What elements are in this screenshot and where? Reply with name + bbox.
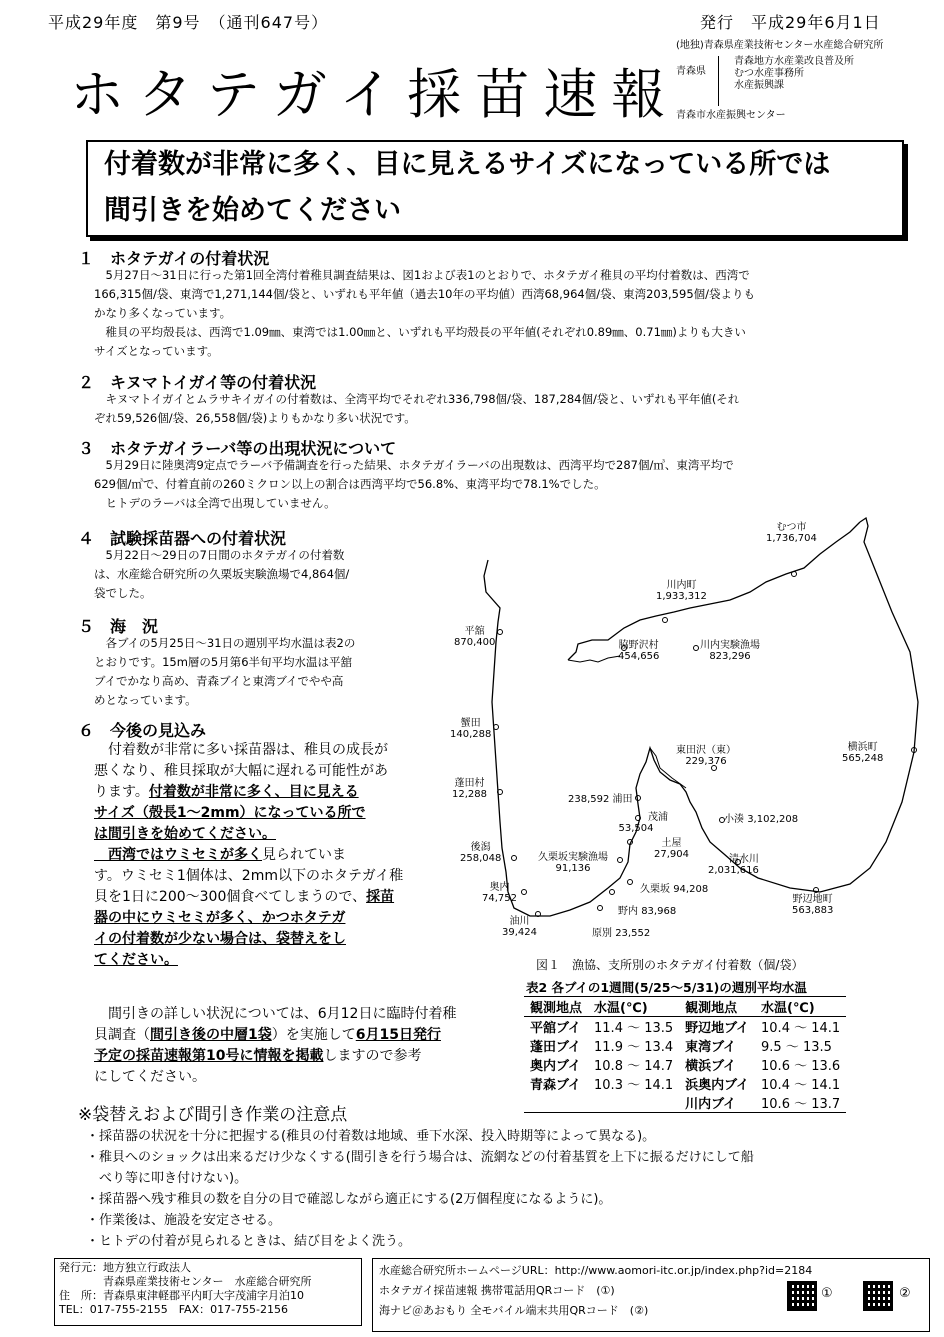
note-item: ・稚貝へのショックは出来るだけ少なくする(間引きを行う場合は、流網などの付着基質を上下に振るだけにして船 — [86, 1150, 754, 1165]
section-1-body — [94, 266, 924, 361]
emphasis: 採苗 — [366, 889, 395, 905]
footer-links-box — [372, 1258, 930, 1332]
qr-caption-1: ホタテガイ採苗速報 携帯電話用QRコード (①) — [379, 1284, 615, 1297]
label-value: 238,592 — [568, 794, 610, 805]
emphasis: 6月15日発行 — [355, 1027, 441, 1043]
label-name: 川内町 — [666, 580, 697, 591]
map-label-kurisaka — [640, 884, 708, 895]
label-value: 563,883 — [792, 905, 834, 916]
label-value: 454,656 — [618, 651, 660, 662]
map-label-yokohama — [842, 742, 883, 764]
table-row — [524, 1017, 846, 1037]
figure-caption: 図１ 漁協、支所別のホタテガイ付着数（個/袋） — [536, 958, 804, 972]
map-label-okunai — [482, 882, 517, 904]
text-line: 166,315個/袋、東湾で1,271,144個/袋と、いずれも平年値（過去10年の平均値）西湾68,964個/袋、東湾203,595個/袋よりも — [94, 287, 756, 301]
text: しますので参考 — [323, 1048, 422, 1064]
label-name: 小湊 — [724, 814, 744, 825]
homepage-url[interactable]: 水産総合研究所ホームページURL：http://www.aomori-itc.or.jp/index.php?id=2184 — [379, 1264, 813, 1277]
text-line: 5月29日に陸奥湾9定点でラーバ予備調査を行った結果、ホタテガイラーバの出現数は、西湾平均で287個/㎥、東湾平均で — [94, 458, 734, 472]
section-4-heading: ４ 試験採苗器への付着状況 — [78, 529, 287, 548]
label-value: 23,552 — [615, 928, 651, 939]
map-label-higashitazawa — [676, 745, 736, 767]
cell — [524, 1093, 588, 1112]
cell: 横浜ブイ — [685, 1059, 737, 1074]
station-marker — [663, 618, 668, 623]
map-label-shimizugawa — [708, 854, 759, 876]
map-label-kawauchi — [656, 580, 707, 602]
text-line: 間引きの詳しい状況については、6月12日に臨時付着稚 — [94, 1006, 457, 1022]
note-item: ・ヒトデの付着が見られるときは、結び目をよく洗う。 — [86, 1234, 412, 1249]
footer-line: TEL：017-755-2155 FAX：017-755-2156 — [59, 1303, 289, 1316]
headline-box — [86, 140, 904, 237]
label-value: 140,288 — [450, 729, 492, 740]
label-value: 27,904 — [654, 849, 689, 860]
label-name: 野辺地町 — [792, 894, 833, 905]
text-line: 付着数が非常に多い採苗器は、稚貝の成長が — [94, 742, 388, 758]
label-value: 1,933,312 — [656, 591, 707, 602]
cell: 野辺地ブイ — [685, 1021, 750, 1036]
issue-number: 平成29年度 第9号 （通刊647号） — [48, 13, 329, 32]
station-marker — [628, 880, 633, 885]
label-name: 横浜町 — [847, 742, 878, 753]
text-line — [94, 1025, 524, 1046]
text-line: 袋でした。 — [94, 586, 152, 600]
footer-line: 住 所：青森県東津軽郡平内町大字茂浦字月泊10 — [59, 1289, 304, 1302]
section-5-heading: ５ 海 況 — [78, 617, 159, 636]
text-line: 5月22日～29日の7日間のホタテガイの付着数 — [94, 548, 345, 562]
text-line: 悪くなり、稚貝採取が大幅に遅れる可能性があ — [94, 763, 388, 779]
cell: 10.6 ～ 13.7 — [761, 1097, 841, 1112]
label-value: 94,208 — [673, 884, 709, 895]
note-item: ・採苗器の状況を十分に把握する(稚貝の付着数は地域、垂下水深、投入時期等によって異なる)。 — [86, 1129, 656, 1144]
bracket-line — [718, 56, 720, 106]
text-line: す。ウミセミ1個体は、2mm以下のホタテガイ稚 — [94, 868, 404, 884]
label-name: 土屋 — [661, 838, 682, 849]
label-name: 東田沢（東） — [676, 745, 736, 756]
map-label-kurisaka-exp — [538, 852, 608, 874]
qr-code-2[interactable] — [863, 1281, 893, 1311]
station-marker — [522, 890, 527, 895]
footer-line: 青森県産業技術センター 水産総合研究所 — [59, 1275, 312, 1288]
publisher-item: 水産振興課 — [734, 80, 784, 91]
label-name: 茂浦 — [648, 812, 668, 823]
cell: 平舘ブイ — [530, 1021, 581, 1036]
notes-heading: ※袋替えおよび間引き作業の注意点 — [78, 1105, 348, 1125]
label-name: 蟹田 — [460, 718, 481, 729]
text: ります。 — [94, 784, 149, 800]
text-line: キヌマトイガイとムラサキイガイの付着数は、全湾平均でそれぞれ336,798個/袋、187,284個/袋と、いずれも平年値(それ — [94, 392, 740, 406]
text-line — [94, 887, 424, 908]
label-value: 229,376 — [685, 756, 727, 767]
map-label-aburakawa — [502, 916, 537, 938]
map-label-tsuchiya — [654, 838, 689, 860]
label-value: 870,400 — [454, 637, 496, 648]
emphasis-line: は間引きを始めてください。 — [94, 826, 276, 842]
label-value: 74,752 — [482, 893, 517, 904]
cell: 蓬田ブイ — [530, 1040, 581, 1055]
label-value: 91,136 — [555, 863, 591, 874]
publisher-item: むつ水産事務所 — [734, 68, 804, 79]
header-cell: 観測地点 — [524, 997, 588, 1017]
text: ）を実施して — [271, 1027, 356, 1043]
headline-line: 間引きを始めてください — [104, 195, 401, 226]
map-label-tairadate — [454, 626, 495, 648]
label-value: 53,504 — [618, 823, 654, 834]
cell: 10.4 ～ 14.1 — [761, 1021, 841, 1036]
emphasis: 予定の採苗速報第10号に情報を掲載 — [94, 1048, 324, 1064]
label-name: 久栗坂 — [640, 884, 670, 895]
cell: 10.8 ～ 14.7 — [594, 1059, 674, 1074]
table-row — [524, 1055, 846, 1074]
station-marker — [498, 630, 503, 635]
label-name: 久栗坂実験漁場 — [538, 852, 608, 863]
station-marker — [694, 646, 699, 651]
map-label-moura — [604, 812, 668, 834]
publication-date: 発行 平成29年6月1日 — [700, 13, 881, 32]
label-name: むつ市 — [776, 522, 807, 533]
table-row — [524, 1036, 846, 1055]
publisher-list — [734, 56, 854, 92]
map-label-noheji — [792, 894, 833, 916]
publisher-city: 青森市水産振興センター — [676, 110, 786, 121]
notes-list — [86, 1126, 926, 1252]
text-line: は、水産総合研究所の久栗坂実験漁場で4,864個/ — [94, 567, 350, 581]
table-header-row — [524, 997, 846, 1017]
section-6-closing — [94, 1004, 524, 1088]
text-line: 各ブイの5月25日～31日の週別平均水温は表2の — [94, 636, 356, 650]
map-label-kominato — [724, 814, 798, 825]
label-name: 油川 — [509, 916, 530, 927]
map-label-kawauchi-exp — [700, 640, 760, 662]
section-1-heading: １ ホタテガイの付着状況 — [78, 249, 270, 268]
shimokita-tip — [568, 656, 620, 662]
label-value: 2,031,616 — [708, 865, 759, 876]
map-label-urata — [568, 794, 633, 805]
text-line: ブイでかなり高め、青森ブイと東湾ブイでやや高 — [94, 674, 344, 688]
text-line: 5月27日～31日に行った第1回全湾付着稚貝調査結果は、図1および表1のとおりで、ホタテガイ稚貝の平均付着数は、西湾で — [94, 268, 750, 282]
label-name: 川内実験漁場 — [700, 640, 760, 651]
emphasis-line: サイズ（殻長1～2mm）になっている所で — [94, 805, 366, 821]
map-label-ushirogata — [460, 842, 501, 864]
station-marker — [610, 890, 615, 895]
emphasis: 西湾ではウミセミが多く — [94, 847, 262, 863]
text-line: 629個/㎥で、付着直前の260ミクロン以上の割合は西湾平均で56.8%、東湾平均で78.1%でした。 — [94, 477, 606, 491]
cell: 東湾ブイ — [685, 1040, 737, 1055]
station-marker — [792, 572, 797, 577]
cell: 浜奥内ブイ — [685, 1078, 750, 1093]
footer-line: 発行元：地方独立行政法人 — [59, 1261, 191, 1274]
label-name: 平舘 — [464, 626, 485, 637]
label-value: 83,968 — [641, 906, 677, 917]
station-marker — [598, 906, 603, 911]
text-line: 稚貝の平均殻長は、西湾で1.09㎜、東湾では1.00㎜と、いずれも平均殻長の平年値(それぞれ0.89㎜、0.71㎜)よりも大きい — [94, 325, 746, 339]
map-label-wakinosawa — [618, 640, 659, 662]
text-line: かなり多くなっています。 — [94, 306, 232, 320]
label-name: 浦田 — [612, 794, 633, 805]
emphasis-line: てください。 — [94, 952, 178, 968]
cell: 奥内ブイ — [530, 1059, 581, 1074]
map-label-nonai — [618, 906, 676, 917]
label-name: 奥内 — [489, 882, 510, 893]
section-2-body — [94, 390, 924, 428]
station-marker — [512, 856, 517, 861]
label-name: 原別 — [592, 928, 612, 939]
publisher-main: (地独)青森県産業技術センター水産総合研究所 — [676, 40, 884, 51]
label-value: 39,424 — [502, 927, 537, 938]
text: 貝調査（ — [94, 1027, 150, 1043]
text: 貝を1日に200～300個食べてしまうので、 — [94, 889, 367, 905]
label-name: 後潟 — [470, 842, 491, 853]
cell: 10.4 ～ 14.1 — [761, 1078, 841, 1093]
footer-publisher-box — [54, 1258, 362, 1326]
text-line — [94, 782, 424, 803]
map-label-harabetsu — [592, 928, 650, 939]
cell: 11.9 ～ 13.4 — [594, 1040, 674, 1055]
emphasis: 間引き後の中層1袋 — [150, 1027, 272, 1043]
label-value: 565,248 — [842, 753, 884, 764]
emphasis-line: イの付着数が少ない場合は、袋替えをし — [94, 931, 346, 947]
text-line — [94, 1046, 524, 1067]
section-3-heading: ３ ホタテガイラーバ等の出現状況について — [78, 439, 397, 458]
table-row — [524, 1074, 846, 1093]
section-4-body — [94, 546, 414, 603]
text-line: ぞれ59,526個/袋、26,558個/袋)よりもかなり多い状況です。 — [94, 411, 416, 425]
note-item: ・作業後は、施設を安定させる。 — [86, 1213, 282, 1228]
section-3-body — [94, 456, 924, 513]
station-marker — [618, 858, 623, 863]
page-title: ホタテガイ採苗速報 — [70, 63, 680, 126]
cell: 青森ブイ — [530, 1078, 581, 1093]
qr-number-2: ② — [899, 1286, 911, 1301]
cell: 10.6 ～ 13.6 — [761, 1059, 841, 1074]
map-label-kanita — [450, 718, 491, 740]
label-name: 脇野沢村 — [618, 640, 659, 651]
label-value: 12,288 — [452, 789, 487, 800]
table-row — [524, 1093, 846, 1112]
emphasis: 付着数が非常に多く、目に見える — [148, 784, 359, 800]
water-temp-table — [524, 996, 846, 1113]
cell: 川内ブイ — [685, 1097, 737, 1112]
qr-number-1: ① — [821, 1286, 833, 1301]
cell: 11.4 ～ 13.5 — [594, 1021, 674, 1036]
map-label-mutsu — [766, 522, 817, 544]
label-value: 823,296 — [709, 651, 751, 662]
label-name: 蓬田村 — [454, 778, 485, 789]
header-cell: 水温(℃) — [588, 997, 679, 1017]
emphasis-line: 器の中にウミセミが多く、かつホタテガ — [94, 910, 346, 926]
note-item: べり等に叩き付けない)。 — [86, 1171, 248, 1186]
table-caption: 表2 各ブイの1週間(5/25～5/31)の週別平均水温 — [526, 980, 807, 995]
section-6-heading: ６ 今後の見込み — [78, 721, 207, 740]
headline-line: 付着数が非常に多く、目に見えるサイズになっている所では — [104, 149, 831, 180]
cell — [588, 1093, 679, 1112]
label-name: 清水川 — [728, 854, 759, 865]
qr-code-1[interactable] — [787, 1281, 817, 1311]
label-value: 3,102,208 — [747, 814, 799, 825]
text: 見られていま — [262, 847, 346, 863]
text-line: にしてください。 — [94, 1069, 206, 1085]
header-cell: 水温(℃) — [755, 997, 846, 1017]
label-value: 258,048 — [460, 853, 502, 864]
text-line: ヒトデのラーバは全湾で出現していません。 — [94, 496, 336, 510]
label-value: 1,736,704 — [766, 533, 817, 544]
publisher-item: 青森地方水産業改良普及所 — [734, 56, 854, 67]
text-line: めとなっています。 — [94, 693, 197, 707]
qr-caption-2: 海ナビ＠あおもり 全モバイル端末共用QRコード (②) — [379, 1304, 649, 1317]
text-line — [94, 845, 424, 866]
cell: 9.5 ～ 13.5 — [761, 1040, 832, 1055]
cell: 10.3 ～ 14.1 — [594, 1078, 674, 1093]
section-6-body — [94, 740, 424, 971]
publisher-aomori-label: 青森県 — [676, 66, 706, 77]
label-name: 野内 — [618, 906, 638, 917]
text-line: とおりです。15m層の5月第6半旬平均水温は平舘 — [94, 655, 353, 669]
note-item: ・採苗器へ残す稚貝の数を自分の目で確認しながら適正にする(2万個程度になるように)。 — [86, 1192, 612, 1207]
section-5-body — [94, 634, 414, 710]
section-2-heading: ２ キヌマトイガイ等の付着状況 — [78, 373, 317, 392]
map-label-yomogita — [452, 778, 487, 800]
text-line: サイズとなっています。 — [94, 344, 219, 358]
header-cell: 観測地点 — [679, 997, 755, 1017]
